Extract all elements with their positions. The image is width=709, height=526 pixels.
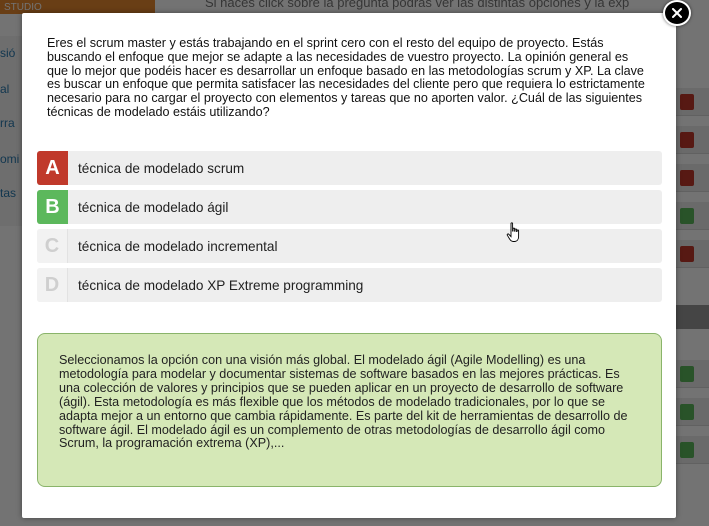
- option-b[interactable]: [37, 190, 662, 224]
- option-text: técnica de modelado scrum: [78, 160, 245, 176]
- option-text: técnica de modelado XP Extreme programming: [78, 277, 364, 293]
- option-letter: C: [37, 229, 68, 263]
- option-text: técnica de modelado incremental: [78, 238, 278, 254]
- explanation-box: Seleccionamos la opción con una visión más global. El modelado ágil (Agile Modelling) es una metodología para modelar y documentar sistemas de software basados en las mejores prácticas. Es una colección de valores y principios que se pueden aplicar en un proyecto de desarrollo de software (ágil). Esta metodología es más flexible que los métodos de modelado tradicionales, por lo que se adapta mejor a un entorno que cambia rápidamente. Es parte del kit de herramientas de desarrollo de software ágil. El modelado ágil es un complemento de otras metodologías de desarrollo ágil como Scrum, la programación extrema (XP),...: [37, 333, 662, 487]
- close-button[interactable]: [663, 0, 691, 26]
- question-modal: [22, 13, 676, 518]
- option-d[interactable]: [37, 268, 662, 302]
- option-letter: A: [37, 151, 68, 185]
- option-letter: B: [37, 190, 68, 224]
- close-icon: [672, 8, 682, 18]
- option-c[interactable]: [37, 229, 662, 263]
- question-text: Eres el scrum master y estás trabajando en el sprint cero con el resto del equipo de proyecto. Estás buscando el enfoque que mejor se adapte a las necesidades de vuestro proyecto. La opinión general es que lo mejor que podéis hacer es desarrollar un enfoque basado en las metodologías scrum y XP. La clave es buscar un enfoque que permita satisfacer las necesidades del cliente pero que requiera lo estrictamente necesario para no cargar el proyecto con elementos y tareas que no aporten valor. ¿Cuál de las siguientes técnicas de modelado estáis utilizando?: [47, 36, 645, 119]
- hand-cursor-icon: [506, 222, 522, 244]
- option-text: técnica de modelado ágil: [78, 199, 229, 215]
- option-letter: D: [37, 268, 68, 302]
- option-a[interactable]: [37, 151, 662, 185]
